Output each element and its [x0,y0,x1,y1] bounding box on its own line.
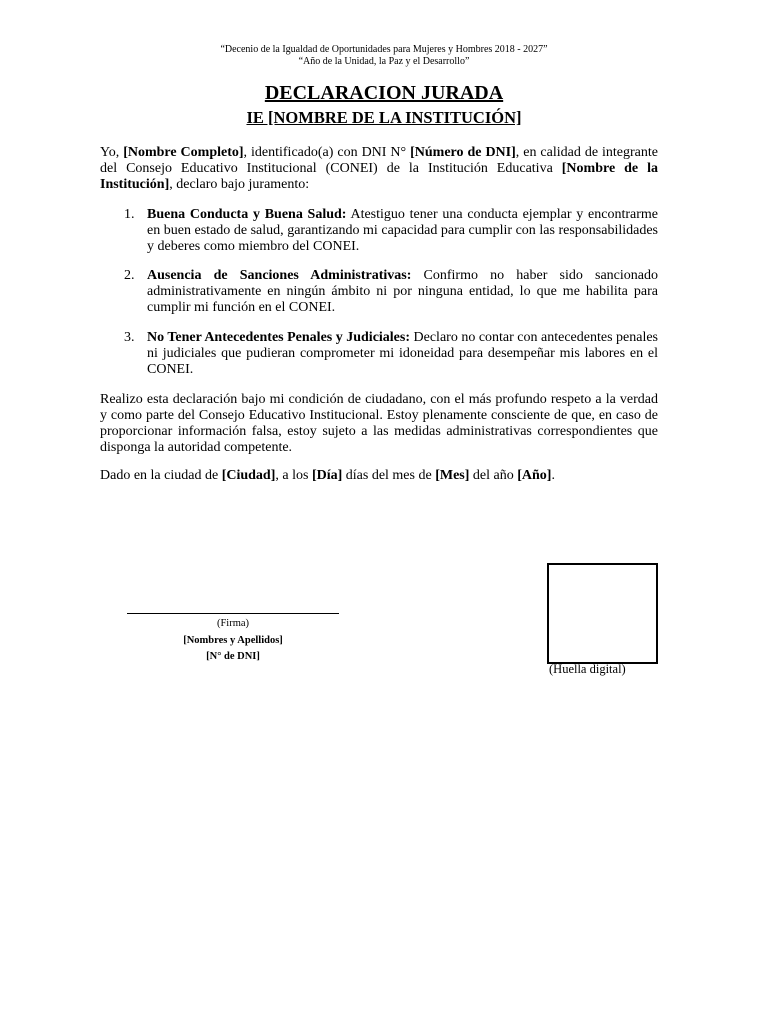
intro-text-4: , declaro bajo juramento: [169,177,310,192]
institution-name-placeholder: [Nombre de la Institución] [100,161,658,192]
declaration-item-1 [100,207,658,255]
item-text: Confirmo no haber sido sancionado administrativamente en ningún ámbito ni por ninguna entidad, lo que me habilita para cumplir mi función en el CONEI. [147,268,658,315]
header [0,44,768,68]
year-placeholder: [Año] [517,468,552,483]
dated-text-2: , a los [275,468,312,483]
declaration-item-2 [100,268,658,316]
signature-block [127,616,339,666]
header-decenio: “Decenio de la Igualdad de Oportunidades para Mujeres y Hombres 2018 - 2027” [220,44,548,55]
item-title: No Tener Antecedentes Penales y Judiciales: [147,330,411,345]
document-title: DECLARACION JURADA [264,82,504,104]
item-title: Ausencia de Sanciones Administrativas: [147,268,412,283]
dated-text-3: días del mes de [342,468,436,483]
fingerprint-box [547,563,658,664]
dated-paragraph [100,468,658,484]
item-number: 3. [124,330,135,345]
header-year-name: “Año de la Unidad, la Paz y el Desarrollo” [298,56,470,67]
city-placeholder: [Ciudad] [221,468,276,483]
intro-text-1: Yo, [100,145,124,160]
list-item [100,330,658,378]
dated-text-4: del año [469,468,518,483]
item-title: Buena Conducta y Buena Salud: [147,207,347,222]
full-name-placeholder: [Nombre Completo] [123,145,244,160]
day-placeholder: [Día] [311,468,343,483]
signature-label: (Firma) [216,618,250,629]
intro-text-3: , en calidad de integrante del Consejo Educativo Institucional (CONEI) de la Institución Educativa [100,145,658,176]
month-placeholder: [Mes] [435,468,470,483]
signer-dni-placeholder: [N° de DNI] [206,651,260,662]
declaration-item-3 [100,330,658,378]
item-number: 2. [124,268,135,283]
intro-paragraph [100,145,658,193]
list-item [100,268,658,316]
document-subtitle: IE [NOMBRE DE LA INSTITUCIÓN] [246,108,522,127]
closing-paragraph: Realizo esta declaración bajo mi condición de ciudadano, con el más profundo respeto a la verdad y como parte del Consejo Educativo Institucional. Estoy plenamente consciente de que, en caso de proporcionar información falsa, estoy sujeto a las medidas administrativas correspondientes que disponga la autoridad competente. [100,392,658,455]
signer-name-placeholder: [Nombres y Apellidos] [183,634,283,646]
dni-number-placeholder: [Número de DNI] [410,145,516,160]
item-number: 1. [124,207,135,222]
fingerprint-label: (Huella digital) [549,662,626,676]
intro-text-2: , identificado(a) con DNI N° [243,145,411,160]
item-text: Atestiguo tener una conducta ejemplar y encontrarme en buen estado de salud, garantizando mi capacidad para cumplir con las responsabilidades y deberes como miembro del CONEI. [147,207,658,254]
dated-text-5: . [551,468,555,483]
dated-text-1: Dado en la ciudad de [100,468,222,483]
signature-line [127,613,339,614]
list-item [100,207,658,255]
item-text: Declaro no contar con antecedentes penales ni judiciales que pudieran comprometer mi idoneidad para desempeñar mis labores en el CONEI. [147,330,659,377]
